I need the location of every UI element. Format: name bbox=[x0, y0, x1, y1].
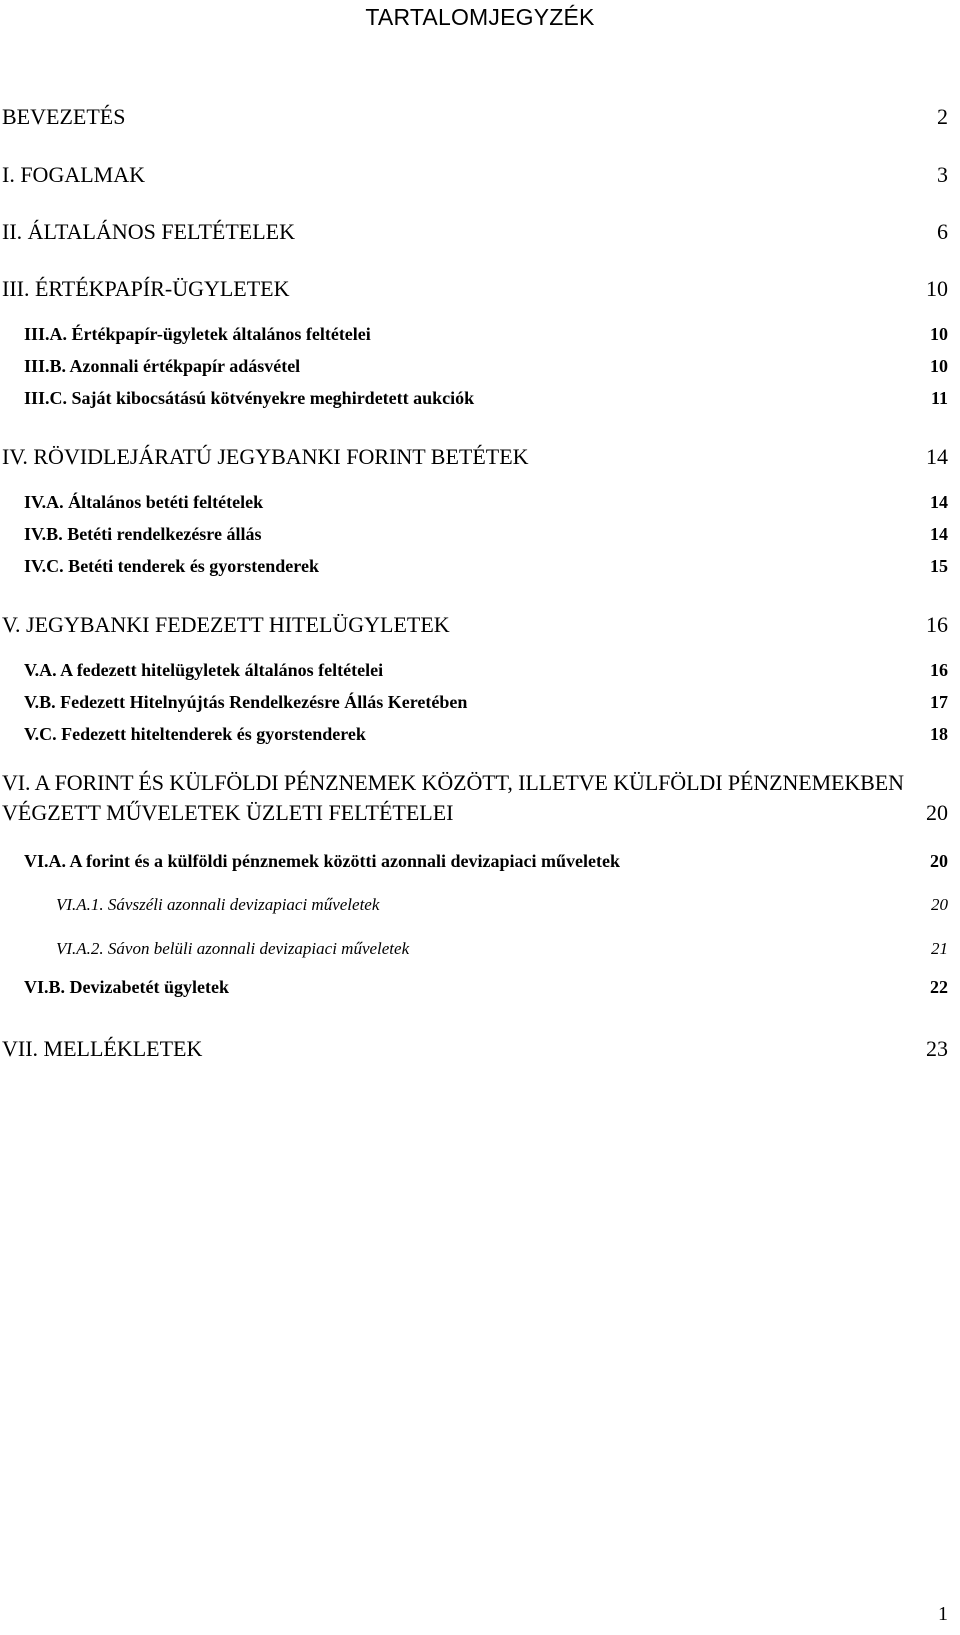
toc-entry-v-a[interactable] bbox=[0, 660, 948, 681]
toc-entry-page: 14 bbox=[926, 444, 948, 469]
toc-entry-label: III.A. Értékpapír-ügyletek általános feltételei bbox=[24, 324, 371, 344]
toc-entry-page: 14 bbox=[930, 524, 948, 544]
toc-entry-page: 11 bbox=[930, 388, 948, 408]
toc-entry-iv-a[interactable] bbox=[0, 492, 948, 513]
toc-entry-label: III.B. Azonnali értékpapír adásvétel bbox=[24, 356, 301, 376]
toc-entry-page: 18 bbox=[930, 724, 948, 744]
toc-entry-label: IV.C. Betéti tenderek és gyorstenderek bbox=[24, 556, 319, 576]
toc-entry-ertekpapir-ugyletek[interactable] bbox=[0, 276, 948, 302]
toc-entry-mellekletek[interactable] bbox=[0, 1036, 948, 1062]
toc-entry-iv-c[interactable] bbox=[0, 556, 948, 577]
toc-entry-vi-a-2[interactable] bbox=[0, 939, 948, 959]
toc-entry-label-line2: VÉGZETT MŰVELETEK ÜZLETI FELTÉTELEI bbox=[2, 800, 454, 825]
toc-entry-label: VI.A.2. Sávon belüli azonnali devizapiaci műveletek bbox=[56, 939, 410, 958]
toc-entry-iii-b[interactable] bbox=[0, 356, 948, 377]
toc-entry-v-c[interactable] bbox=[0, 724, 948, 745]
toc-entry-page: 16 bbox=[926, 612, 948, 637]
toc-entry-label: IV.B. Betéti rendelkezésre állás bbox=[24, 524, 262, 544]
toc-entry-label: III.C. Saját kibocsátású kötvényekre meghirdetett aukciók bbox=[24, 388, 475, 408]
page-title: TARTALOMJEGYZÉK bbox=[365, 4, 595, 30]
toc-entry-page: 6 bbox=[937, 219, 948, 244]
toc-entry-page: 16 bbox=[930, 660, 948, 680]
toc-entry-forint-betetek[interactable] bbox=[0, 444, 948, 470]
toc-entry-label: IV.A. Általános betéti feltételek bbox=[24, 492, 264, 512]
toc-entry-page: 10 bbox=[926, 276, 948, 301]
toc-entry-vi-a[interactable] bbox=[0, 851, 948, 872]
toc-entry-page: 10 bbox=[930, 356, 948, 376]
toc-entry-label: I. FOGALMAK bbox=[2, 162, 145, 187]
toc-entry-label: II. ÁLTALÁNOS FELTÉTELEK bbox=[2, 219, 295, 244]
toc-entry-fogalmak[interactable] bbox=[0, 162, 948, 188]
toc-entry-page: 2 bbox=[937, 104, 948, 129]
toc-entry-penznemek-muveletek[interactable] bbox=[0, 770, 948, 826]
toc-entry-page: 17 bbox=[930, 692, 948, 712]
toc-entry-label: V.A. A fedezett hitelügyletek általános feltételei bbox=[24, 660, 384, 680]
toc-entry-page: 14 bbox=[930, 492, 948, 512]
toc-entry-label: III. ÉRTÉKPAPÍR-ÜGYLETEK bbox=[2, 276, 290, 301]
toc-entry-label: V. JEGYBANKI FEDEZETT HITELÜGYLETEK bbox=[2, 612, 450, 637]
toc-entry-v-b[interactable] bbox=[0, 692, 948, 713]
toc-entry-page: 10 bbox=[930, 324, 948, 344]
toc-entry-iii-c[interactable] bbox=[0, 388, 948, 409]
toc-entry-fedezett-hitelugyletek[interactable] bbox=[0, 612, 948, 638]
toc-entry-label: VI.A. A forint és a külföldi pénznemek közötti azonnali devizapiaci műveletek bbox=[24, 851, 620, 871]
toc-entry-page: 20 bbox=[931, 895, 948, 914]
toc-entry-label: VI.B. Devizabetét ügyletek bbox=[24, 977, 229, 997]
toc-entry-page: 20 bbox=[930, 851, 948, 871]
toc-entry-page: 3 bbox=[937, 162, 948, 187]
toc-entry-page: 21 bbox=[931, 939, 948, 958]
toc-entry-label: BEVEZETÉS bbox=[2, 104, 126, 129]
toc-entry-page: 20 bbox=[926, 800, 948, 825]
toc-entry-label-line1: VI. A FORINT ÉS KÜLFÖLDI PÉNZNEMEK KÖZÖTT, ILLETVE KÜLFÖLDI PÉNZNEMEKBEN bbox=[2, 770, 904, 795]
toc-entry-label: VII. MELLÉKLETEK bbox=[2, 1036, 203, 1061]
toc-entry-bevezetes[interactable] bbox=[0, 104, 948, 130]
toc-entry-page: 23 bbox=[926, 1036, 948, 1061]
toc-entry-label: V.C. Fedezett hiteltenderek és gyorstenderek bbox=[24, 724, 366, 744]
page-number: 1 bbox=[938, 1603, 948, 1625]
toc-entry-altalanos-feltetelek[interactable] bbox=[0, 219, 948, 245]
toc-entry-vi-b[interactable] bbox=[0, 977, 948, 998]
toc-entry-label: V.B. Fedezett Hitelnyújtás Rendelkezésre Állás Keretében bbox=[24, 692, 468, 712]
toc-entry-iii-a[interactable] bbox=[0, 324, 948, 345]
toc-entry-label: IV. RÖVIDLEJÁRATÚ JEGYBANKI FORINT BETÉTEK bbox=[2, 444, 529, 469]
toc-entry-page: 15 bbox=[930, 556, 948, 576]
toc-entry-page: 22 bbox=[930, 977, 948, 997]
toc-entry-vi-a-1[interactable] bbox=[0, 895, 948, 915]
toc-entry-label: VI.A.1. Sávszéli azonnali devizapiaci műveletek bbox=[56, 895, 380, 914]
toc-entry-iv-b[interactable] bbox=[0, 524, 948, 545]
